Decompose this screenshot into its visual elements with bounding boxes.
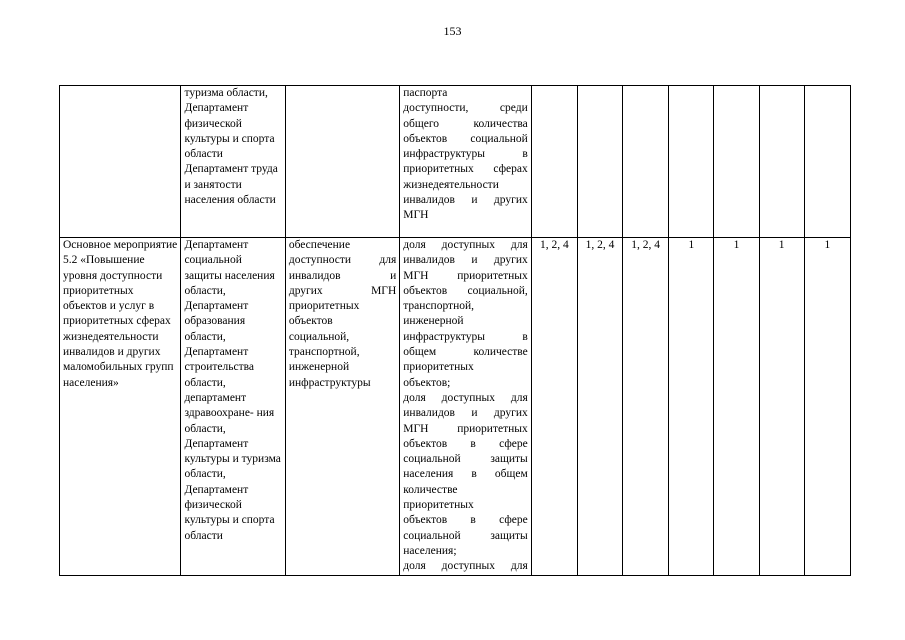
value-cell bbox=[577, 86, 622, 238]
text-line: транспортной, bbox=[288, 346, 360, 359]
text-line: инфраструктуры в bbox=[403, 148, 528, 161]
text-line: объектов bbox=[288, 315, 333, 328]
text-line: объектов социальной, bbox=[403, 284, 528, 297]
text-line: социальной, bbox=[288, 330, 350, 343]
text-line: приоритетных bbox=[288, 300, 360, 313]
text-line: МГН приоритетных bbox=[403, 422, 528, 435]
table-row bbox=[60, 86, 851, 238]
value-cell: 1, 2, 4 bbox=[577, 238, 622, 576]
text-line: объектов в сфере bbox=[403, 514, 528, 527]
text-line: доступности, среди bbox=[403, 102, 528, 115]
text-line: объектов; bbox=[403, 376, 451, 389]
indicator-cell bbox=[400, 238, 531, 576]
text-line: приоритетных bbox=[403, 499, 474, 512]
value-cell: 1 bbox=[804, 238, 850, 576]
text-line: доступности для bbox=[288, 254, 397, 267]
text-line: общем количестве bbox=[403, 346, 528, 359]
value-cell bbox=[759, 86, 804, 238]
text-line: объектов в сфере bbox=[403, 437, 528, 450]
text-line: населения; bbox=[403, 544, 457, 557]
value-cell: 1, 2, 4 bbox=[531, 238, 577, 576]
text-line: объектов социальной bbox=[403, 132, 528, 145]
text-line: инфраструктуры bbox=[288, 376, 371, 389]
event-name-cell: Основное мероприятие 5.2 «Повышение уровня доступности приоритетных объектов и услуг в приоритетных сферах жизнедеятельности инвалидов и других маломобильных групп населения» bbox=[60, 238, 181, 576]
value-cell: 1, 2, 4 bbox=[623, 238, 669, 576]
value-cell bbox=[623, 86, 669, 238]
text-line: инвалидов и bbox=[288, 269, 397, 282]
value-cell bbox=[804, 86, 850, 238]
text-line: инженерной bbox=[403, 315, 464, 328]
value-cell bbox=[669, 86, 714, 238]
value-cell bbox=[714, 86, 759, 238]
text-line: МГН bbox=[403, 209, 429, 222]
page-number: 153 bbox=[443, 24, 462, 38]
text-line: транспортной, bbox=[403, 300, 475, 313]
table-row bbox=[60, 238, 851, 576]
text-line: доля доступных для bbox=[403, 239, 528, 251]
text-line: инвалидов и других bbox=[403, 194, 528, 207]
text-line: социальной защиты bbox=[403, 453, 528, 466]
goal-cell bbox=[285, 86, 399, 238]
value-cell bbox=[531, 86, 577, 238]
text-line: инвалидов и других bbox=[403, 407, 528, 420]
value-cell: 1 bbox=[669, 238, 714, 576]
value-cell: 1 bbox=[759, 238, 804, 576]
text-line: инвалидов и других bbox=[403, 254, 528, 267]
text-line: МГН приоритетных bbox=[403, 269, 528, 282]
text-line: доля доступных для bbox=[403, 391, 528, 404]
text-line: приоритетных bbox=[403, 361, 474, 374]
text-line: социальной защиты bbox=[403, 529, 528, 542]
text-line: населения в общем bbox=[403, 468, 528, 481]
text-line: доля доступных для bbox=[403, 560, 528, 573]
text-line: жизнедеятельности bbox=[403, 178, 499, 191]
value-cell: 1 bbox=[714, 238, 759, 576]
executor-cell: Департамент социальной защиты населения области, Департамент образования области, Департамент строительства области, департамент здравоохране- ния области, Департамент культуры и туризма области, Департамент физической культуры и спорта области bbox=[181, 238, 285, 576]
text-line: количестве bbox=[403, 483, 458, 496]
text-line: других МГН bbox=[288, 284, 397, 297]
text-line: инфраструктуры в bbox=[403, 330, 528, 343]
text-line: инженерной bbox=[288, 361, 350, 374]
text-line: приоритетных сферах bbox=[403, 163, 528, 176]
goal-cell bbox=[285, 238, 399, 576]
text-line: общего количества bbox=[403, 117, 528, 130]
program-table bbox=[59, 85, 851, 576]
executor-cell: туризма области, Департамент физической культуры и спорта области Департамент труда и занятости населения области bbox=[181, 86, 285, 238]
text-line: паспорта bbox=[403, 87, 448, 99]
text-line: обеспечение bbox=[288, 239, 351, 251]
event-name-cell bbox=[60, 86, 181, 238]
indicator-cell bbox=[400, 86, 531, 238]
